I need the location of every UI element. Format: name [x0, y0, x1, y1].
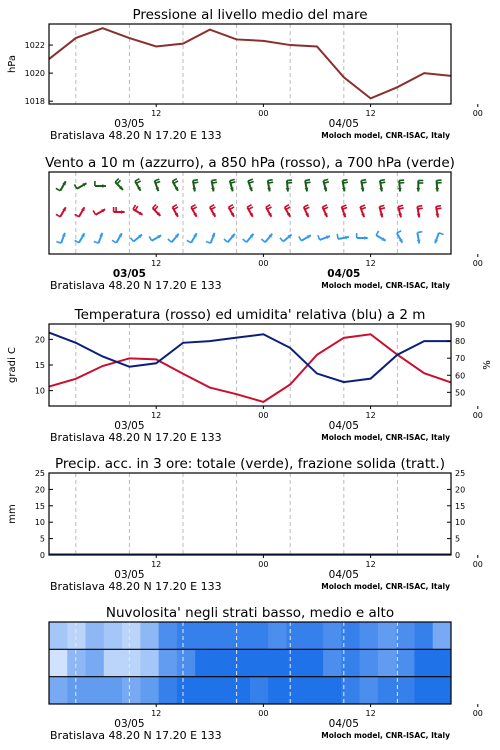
barb-feather — [342, 207, 347, 209]
wind-barb — [149, 235, 161, 241]
cloud-cell — [213, 677, 232, 704]
x-tick-label: 12 — [365, 560, 376, 569]
cloud-cell — [195, 622, 214, 649]
barb-feather — [267, 207, 271, 210]
wind-barb — [155, 179, 161, 191]
wind-barb — [114, 207, 125, 214]
wind-barb — [261, 234, 272, 242]
cloud-cell — [433, 622, 452, 649]
barb-feather — [174, 207, 178, 210]
wind-barb — [172, 179, 178, 191]
barb-feather — [56, 241, 61, 243]
barb-feather — [56, 188, 60, 191]
barb-feather — [94, 241, 99, 243]
cloud-cell — [159, 622, 178, 649]
y-tick-label: 15 — [34, 501, 45, 511]
barb-feather — [306, 182, 311, 183]
x-tick-label: 00 — [258, 411, 269, 420]
panel-title: Precip. acc. in 3 ore: totale (verde), frazione solida (tratt.) — [55, 456, 445, 472]
barb-head — [286, 188, 290, 192]
cloud-cell — [360, 649, 379, 676]
cloud-cell — [159, 649, 178, 676]
wind-barb — [94, 233, 103, 243]
barb-feather — [230, 179, 235, 180]
barb-feather — [193, 180, 198, 181]
cloud-cell — [378, 649, 397, 676]
cloud-cell — [140, 649, 159, 676]
barb-feather — [136, 181, 140, 184]
cloud-cell — [396, 677, 415, 704]
barb-head — [121, 210, 125, 214]
barb-feather — [75, 214, 79, 217]
cloud-cell — [433, 677, 452, 704]
barb-feather — [380, 182, 385, 183]
wind-barb — [210, 205, 216, 217]
wind-barb — [286, 180, 292, 191]
cloud-cell — [433, 649, 452, 676]
barb-feather — [337, 234, 338, 239]
y-tick-label: 15 — [34, 361, 45, 370]
cloud-cell — [250, 622, 269, 649]
wind-barb — [248, 179, 254, 191]
wind-barb — [398, 180, 404, 191]
wind-barb — [417, 206, 423, 218]
wind-barb — [322, 205, 328, 217]
wind-barb — [417, 232, 423, 244]
wind-barb — [93, 209, 105, 215]
y-tick-label-right: 5 — [455, 534, 461, 544]
barb-feather — [135, 206, 138, 210]
barb-feather — [304, 205, 309, 207]
barb-feather — [206, 241, 211, 243]
wind-barb — [243, 234, 254, 242]
wind-barb — [56, 233, 65, 243]
cloud-cell — [213, 622, 232, 649]
x-tick-label: 12 — [151, 560, 162, 569]
station-info: Bratislava 48.20 N 17.20 E 133 — [50, 431, 222, 444]
wind-barb — [435, 233, 444, 243]
barb-feather — [398, 205, 403, 206]
date-label: 04/05 — [328, 718, 359, 730]
wind-barb — [416, 181, 423, 192]
model-credit: Moloch model, CNR-ISAC, Italy — [321, 281, 450, 290]
cloud-cell — [360, 622, 379, 649]
barb-feather — [439, 233, 444, 235]
x-tick-label: 12 — [151, 109, 162, 118]
barb-feather — [93, 210, 96, 214]
y-tick-label: 20 — [34, 485, 45, 495]
wind-barb — [115, 179, 123, 190]
date-label: 04/05 — [328, 420, 359, 432]
date-label: 04/05 — [327, 268, 361, 280]
y-axis-label: gradi C — [7, 347, 18, 383]
plot-frame-3 — [49, 473, 451, 555]
wind-barb — [168, 234, 179, 242]
barb-feather — [229, 205, 233, 208]
cloud-cell — [232, 677, 251, 704]
wind-barb — [342, 205, 348, 217]
barb-feather — [318, 235, 320, 240]
wind-barb — [435, 206, 441, 218]
temperature-line — [49, 334, 451, 402]
x-tick-label: 12 — [151, 709, 162, 718]
barb-feather — [324, 207, 329, 209]
cloud-cell — [268, 622, 287, 649]
barb-feather — [342, 205, 347, 207]
cloud-cell — [323, 677, 342, 704]
barb-feather — [268, 180, 273, 181]
cloud-cell — [268, 677, 287, 704]
cloud-cell — [140, 677, 159, 704]
wind-barb — [305, 180, 311, 192]
barb-feather — [361, 180, 366, 181]
y-axis-label-right: % — [482, 360, 493, 370]
barb-feather — [149, 236, 152, 240]
barb-head — [398, 188, 402, 192]
cloud-cell — [122, 677, 141, 704]
barb-feather — [168, 239, 172, 242]
y-tick-label: 25 — [34, 469, 45, 478]
panel-title: Vento a 10 m (azzurro), a 850 hPa (rosso), a 700 hPa (verde) — [45, 155, 455, 171]
wind-barb — [192, 180, 198, 192]
barb-feather — [261, 239, 265, 242]
wind-barb — [435, 180, 441, 191]
cloud-cell — [67, 677, 86, 704]
model-credit: Moloch model, CNR-ISAC, Italy — [321, 433, 450, 442]
wind-barb — [95, 181, 106, 188]
x-tick-label: 12 — [365, 259, 376, 268]
x-tick-label: 00 — [472, 560, 483, 569]
barb-head — [416, 188, 420, 192]
barb-feather — [74, 184, 77, 188]
barb-head — [435, 188, 439, 192]
barb-feather — [417, 206, 422, 207]
wind-barb — [56, 207, 66, 217]
cloud-cell — [287, 677, 306, 704]
barb-feather — [155, 181, 160, 183]
barb-feather — [286, 207, 290, 210]
station-info: Bratislava 48.20 N 17.20 E 133 — [50, 729, 222, 742]
wind-barb — [172, 205, 178, 217]
cloud-cell — [323, 649, 342, 676]
cloud-cell — [104, 677, 123, 704]
y-tick-label-right: 50 — [455, 388, 466, 398]
wind-barb — [357, 233, 368, 240]
cloud-cell — [195, 677, 214, 704]
cloud-cell — [396, 649, 415, 676]
x-tick-label: 12 — [151, 411, 162, 420]
cloud-cell — [378, 622, 397, 649]
barb-feather — [418, 208, 423, 209]
y-tick-label-right: 80 — [455, 337, 466, 347]
y-tick-label: 0 — [39, 551, 45, 560]
cloud-cell — [49, 649, 68, 676]
panel-title: Pressione al livello medio del mare — [132, 7, 368, 23]
wind-barb — [191, 205, 197, 217]
wind-barb — [230, 179, 235, 191]
barb-feather — [343, 180, 348, 181]
barb-feather — [380, 180, 385, 181]
wind-barb — [229, 205, 235, 217]
cloud-cell — [86, 622, 105, 649]
y-axis-label: mm — [7, 504, 18, 524]
cloud-cell — [305, 622, 324, 649]
y-tick-label-right: 10 — [455, 518, 466, 528]
cloud-cell — [268, 649, 287, 676]
wind-barb — [247, 205, 253, 217]
y-tick-label-right: 20 — [455, 485, 466, 495]
y-axis-label: hPa — [7, 54, 18, 74]
station-info: Bratislava 48.20 N 17.20 E 133 — [50, 279, 222, 292]
x-tick-label: 00 — [472, 411, 483, 420]
y-tick-label: 1020 — [24, 69, 45, 79]
wind-barb — [285, 205, 291, 217]
barb-feather — [323, 179, 328, 180]
wind-barb — [187, 233, 197, 243]
x-tick-label: 12 — [365, 109, 376, 118]
date-label: 03/05 — [114, 718, 145, 730]
date-label: 03/05 — [114, 569, 145, 581]
barb-feather — [417, 232, 422, 233]
barb-feather — [191, 205, 195, 208]
barb-feather — [280, 238, 283, 242]
barb-feather — [112, 240, 116, 243]
x-tick-label: 00 — [258, 560, 269, 569]
wind-barb — [211, 180, 217, 192]
y-tick-label-right: 25 — [455, 469, 466, 478]
wind-barb — [74, 183, 86, 189]
wind-barb — [206, 233, 215, 243]
model-credit: Moloch model, CNR-ISAC, Italy — [321, 582, 450, 591]
cloud-cell — [86, 677, 105, 704]
cloud-cell — [305, 649, 324, 676]
x-tick-label: 00 — [472, 259, 483, 268]
cloud-cell — [414, 649, 433, 676]
barb-feather — [130, 238, 133, 242]
wind-barb — [112, 233, 122, 243]
cloud-cell — [177, 677, 196, 704]
wind-barb — [304, 205, 310, 217]
cloud-cell — [287, 622, 306, 649]
wind-barb — [337, 234, 349, 240]
cloud-cell — [67, 649, 86, 676]
y-tick-label-right: 0 — [455, 551, 461, 560]
y-tick-label-right: 70 — [455, 354, 466, 364]
barb-feather — [247, 205, 251, 208]
barb-feather — [436, 208, 441, 209]
y-tick-label: 5 — [39, 534, 45, 544]
date-label: 04/05 — [328, 118, 359, 130]
wind-barb — [267, 180, 273, 192]
cloud-cell — [195, 649, 214, 676]
barb-feather — [193, 182, 198, 183]
wind-barb — [266, 205, 272, 217]
barb-feather — [172, 179, 176, 182]
barb-feather — [155, 179, 160, 181]
humidity-line — [49, 333, 451, 383]
station-info: Bratislava 48.20 N 17.20 E 133 — [50, 580, 222, 593]
barb-feather — [212, 180, 217, 181]
y-tick-label: 1022 — [24, 41, 45, 51]
barb-feather — [362, 182, 367, 183]
cloud-cell — [159, 677, 178, 704]
x-tick-label: 00 — [472, 709, 483, 718]
y-tick-label: 1018 — [24, 97, 45, 107]
model-credit: Moloch model, CNR-ISAC, Italy — [321, 731, 450, 740]
wind-barb — [323, 179, 328, 191]
cloud-cell — [86, 649, 105, 676]
wind-barb — [130, 234, 142, 241]
wind-barb — [361, 180, 367, 192]
barb-feather — [343, 182, 348, 183]
barb-feather — [172, 205, 176, 208]
barb-feather — [305, 207, 310, 209]
y-tick-label-right: 90 — [455, 320, 466, 329]
date-label: 03/05 — [112, 268, 146, 280]
barb-feather — [305, 180, 310, 181]
x-tick-label: 12 — [151, 259, 162, 268]
station-info: Bratislava 48.20 N 17.20 E 133 — [50, 129, 222, 142]
cloud-cell — [305, 677, 324, 704]
cloud-cell — [177, 649, 196, 676]
cloud-cell — [122, 622, 141, 649]
cloud-cell — [177, 622, 196, 649]
barb-feather — [268, 182, 273, 183]
cloud-cell — [414, 622, 433, 649]
model-credit: Moloch model, CNR-ISAC, Italy — [321, 131, 450, 140]
pressure-line — [49, 28, 451, 98]
wind-barb — [379, 205, 384, 217]
date-label: 04/05 — [328, 569, 359, 581]
barb-head — [102, 184, 106, 188]
wind-barb — [379, 180, 385, 192]
wind-barb — [153, 205, 161, 216]
barb-feather — [243, 239, 247, 242]
cloud-cell — [414, 677, 433, 704]
cloud-cell — [49, 677, 68, 704]
wind-barb — [135, 179, 141, 191]
barb-feather — [133, 205, 136, 209]
barb-feather — [135, 179, 139, 182]
barb-feather — [322, 205, 327, 207]
barb-feather — [436, 206, 441, 207]
barb-head — [364, 236, 368, 240]
x-tick-label: 00 — [258, 109, 269, 118]
y-tick-label: 10 — [34, 386, 45, 396]
x-tick-label: 00 — [258, 259, 269, 268]
barb-feather — [187, 240, 191, 243]
barb-feather — [360, 205, 365, 207]
wind-barb — [398, 205, 403, 217]
barb-feather — [75, 240, 79, 243]
date-label: 03/05 — [114, 118, 145, 130]
barb-feather — [192, 207, 196, 210]
cloud-cell — [104, 649, 123, 676]
wind-barb — [376, 231, 386, 241]
wind-barb — [299, 235, 311, 241]
barb-feather — [379, 205, 384, 206]
barb-feather — [224, 239, 228, 242]
barb-feather — [249, 207, 253, 210]
x-tick-label: 00 — [258, 709, 269, 718]
cloud-cell — [104, 622, 123, 649]
barb-feather — [174, 181, 178, 184]
cloud-cell — [250, 649, 269, 676]
barb-feather — [211, 207, 215, 210]
wind-barb — [318, 235, 330, 240]
barb-feather — [248, 179, 253, 181]
y-tick-label: 10 — [34, 518, 45, 528]
x-tick-label: 00 — [472, 109, 483, 118]
barb-feather — [361, 207, 366, 209]
cloud-cell — [140, 622, 159, 649]
cloud-cell — [287, 649, 306, 676]
barb-feather — [249, 181, 254, 183]
cloud-cell — [378, 677, 397, 704]
y-tick-label-right: 15 — [455, 501, 466, 511]
x-tick-label: 12 — [365, 411, 376, 420]
y-tick-label-right: 60 — [455, 371, 466, 381]
barb-feather — [56, 214, 60, 217]
cloud-cell — [232, 622, 251, 649]
cloud-cell — [67, 622, 86, 649]
x-tick-label: 12 — [365, 709, 376, 718]
panel-title: Temperatura (rosso) ed umidita' relativa (blu) a 2 m — [74, 307, 426, 323]
barb-feather — [230, 207, 234, 210]
barb-feather — [299, 236, 302, 240]
wind-barb — [56, 181, 66, 191]
panel-title: Nuvolosita' negli strati basso, medio e alto — [105, 605, 395, 621]
cloud-cell — [213, 649, 232, 676]
cloud-cell — [122, 649, 141, 676]
cloud-cell — [232, 649, 251, 676]
wind-barb — [224, 234, 235, 242]
cloud-cell — [250, 677, 269, 704]
barb-feather — [285, 205, 289, 208]
cloud-cell — [396, 622, 415, 649]
wind-barb — [342, 180, 348, 192]
cloud-cell — [360, 677, 379, 704]
wind-barb — [360, 205, 366, 217]
cloud-cell — [323, 622, 342, 649]
wind-barb — [133, 205, 143, 215]
date-label: 03/05 — [114, 420, 145, 432]
barb-feather — [376, 231, 379, 235]
y-tick-label: 20 — [34, 335, 45, 345]
barb-feather — [266, 205, 270, 208]
barb-feather — [210, 205, 214, 208]
barb-feather — [212, 182, 217, 183]
cloud-cell — [49, 622, 68, 649]
plot-frame-0 — [49, 24, 451, 104]
